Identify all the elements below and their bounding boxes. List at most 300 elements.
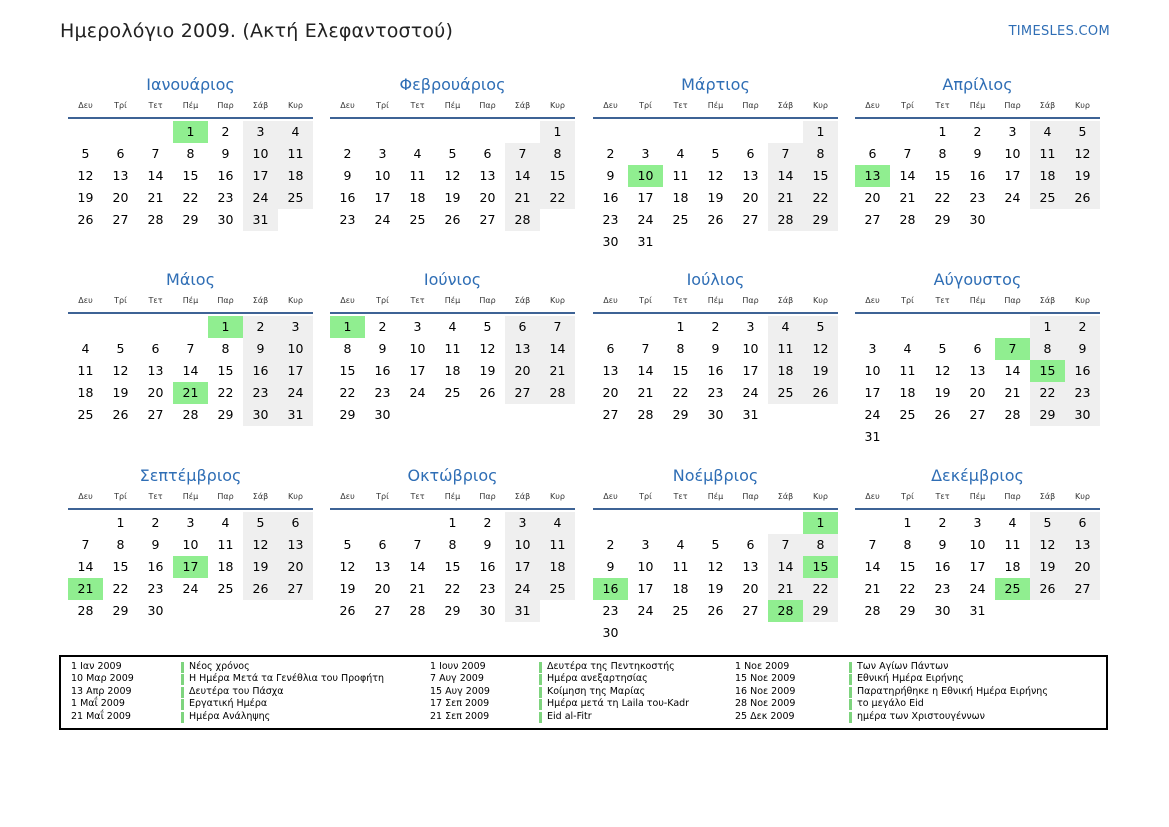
weekday-label: Σάβ — [777, 492, 794, 501]
weekday-label: Πέμ — [707, 101, 724, 110]
day-cell: 29 — [217, 407, 234, 422]
weekday-label: Δευ — [603, 101, 618, 110]
month-name: Μάρτιος — [681, 75, 750, 94]
month-divider — [593, 508, 838, 510]
day-cell: 9 — [1065, 338, 1100, 360]
holiday-date: 16 Νοε 2009 — [735, 685, 796, 697]
day-cell: 6 — [1065, 512, 1100, 534]
month-name: Νοέμβριος — [672, 466, 759, 485]
day-cell: 13 — [374, 559, 391, 574]
day-cell: 6 — [116, 146, 125, 161]
day-cell: 10 — [243, 143, 278, 165]
day-cell: 12 — [243, 534, 278, 556]
weekday-label: Κυρ — [1075, 296, 1090, 305]
holiday-day-cell: 28 — [768, 600, 803, 622]
weekday-label: Παρ — [742, 296, 759, 305]
day-cell: 14 — [637, 363, 654, 378]
day-cell: 9 — [343, 168, 352, 183]
day-cell: 8 — [343, 341, 352, 356]
day-cell: 17 — [864, 385, 881, 400]
day-cell: 26 — [339, 603, 356, 618]
weekday-label: Κυρ — [813, 492, 828, 501]
day-cell: 8 — [186, 146, 195, 161]
day-cell: 3 — [973, 515, 982, 530]
day-cell: 10 — [409, 341, 426, 356]
day-cell: 15 — [540, 165, 575, 187]
weekday-label: Σάβ — [514, 492, 531, 501]
day-cell: 24 — [182, 581, 199, 596]
day-cell: 28 — [147, 212, 164, 227]
day-cell: 17 — [637, 190, 654, 205]
day-cell: 4 — [278, 121, 313, 143]
day-cell: 23 — [243, 382, 278, 404]
day-cell: 26 — [479, 385, 496, 400]
holiday-name: Δευτέρα του Πάσχα — [189, 685, 284, 697]
day-cell: 13 — [147, 363, 164, 378]
holiday-date: 15 Νοε 2009 — [735, 673, 796, 685]
day-cell: 17 — [243, 165, 278, 187]
day-cell: 1 — [540, 121, 575, 143]
day-cell: 24 — [243, 187, 278, 209]
day-cell: 8 — [221, 341, 230, 356]
day-cell: 30 — [969, 212, 986, 227]
month-calendar — [68, 466, 313, 636]
day-cell: 11 — [409, 168, 426, 183]
holiday-name: Παρατηρήθηκε η Εθνική Ημέρα Ειρήνης — [857, 685, 1048, 697]
day-cell: 15 — [803, 165, 838, 187]
day-cell: 18 — [1004, 559, 1021, 574]
day-cell: 24 — [637, 212, 654, 227]
day-cell: 24 — [637, 603, 654, 618]
day-cell: 23 — [217, 190, 234, 205]
day-cell: 31 — [637, 234, 654, 249]
day-cell: 30 — [217, 212, 234, 227]
day-cell: 14 — [77, 559, 94, 574]
day-cell: 3 — [505, 512, 540, 534]
day-cell: 27 — [112, 212, 129, 227]
day-cell: 28 — [182, 407, 199, 422]
month-calendar — [330, 270, 575, 440]
holiday-marker — [181, 712, 184, 723]
holiday-date: 1 Νοε 2009 — [735, 661, 790, 672]
holiday-date: 1 Ιαν 2009 — [71, 661, 122, 672]
weekday-label: Τετ — [410, 101, 425, 110]
day-cell: 19 — [112, 385, 129, 400]
weekday-label: Σάβ — [777, 101, 794, 110]
day-cell: 12 — [934, 363, 951, 378]
day-cell: 25 — [540, 578, 575, 600]
day-cell: 9 — [221, 146, 230, 161]
holiday-name: Δευτέρα της Πεντηκοστής — [547, 661, 675, 672]
holiday-name: Ημέρα Ανάληψης — [189, 710, 271, 722]
month-calendar — [68, 270, 313, 440]
day-cell: 5 — [81, 146, 90, 161]
day-cell: 17 — [374, 190, 391, 205]
day-cell: 7 — [903, 146, 912, 161]
month-calendar — [330, 75, 575, 245]
day-cell: 3 — [413, 319, 422, 334]
day-cell: 3 — [186, 515, 195, 530]
day-cell: 14 — [182, 363, 199, 378]
day-cell: 18 — [672, 581, 689, 596]
day-cell: 27 — [147, 407, 164, 422]
day-cell: 14 — [147, 168, 164, 183]
day-cell: 16 — [374, 363, 391, 378]
day-cell: 4 — [676, 146, 685, 161]
weekday-label: Τρί — [376, 101, 389, 110]
day-cell: 18 — [409, 190, 426, 205]
day-cell: 23 — [934, 581, 951, 596]
day-cell: 9 — [483, 537, 492, 552]
day-cell: 9 — [711, 341, 720, 356]
day-cell: 18 — [77, 385, 94, 400]
month-divider — [593, 117, 838, 119]
day-cell: 2 — [973, 124, 982, 139]
day-cell: 17 — [278, 360, 313, 382]
day-cell: 13 — [278, 534, 313, 556]
day-cell: 7 — [768, 534, 803, 556]
day-cell: 17 — [1004, 168, 1021, 183]
day-cell: 10 — [864, 363, 881, 378]
weekday-label: Τρί — [376, 492, 389, 501]
day-cell: 25 — [672, 603, 689, 618]
holiday-marker — [181, 662, 184, 673]
day-cell: 23 — [479, 581, 496, 596]
day-cell: 30 — [602, 234, 619, 249]
weekday-header — [593, 296, 838, 309]
weekday-label: Τρί — [376, 296, 389, 305]
holiday-date: 7 Αυγ 2009 — [430, 673, 484, 685]
day-cell: 25 — [217, 581, 234, 596]
day-cell: 27 — [479, 212, 496, 227]
day-cell: 15 — [112, 559, 129, 574]
day-cell: 18 — [899, 385, 916, 400]
month-divider — [330, 312, 575, 314]
day-cell: 21 — [864, 581, 881, 596]
day-cell: 20 — [742, 190, 759, 205]
month-name: Φεβρουάριος — [399, 75, 506, 94]
day-cell: 17 — [637, 581, 654, 596]
day-cell: 1 — [938, 124, 947, 139]
month-calendar — [855, 466, 1100, 636]
weekday-label: Κυρ — [813, 101, 828, 110]
day-cell: 18 — [540, 556, 575, 578]
holiday-day-cell: 15 — [1030, 360, 1065, 382]
day-cell: 3 — [1008, 124, 1017, 139]
day-cell: 30 — [602, 625, 619, 640]
day-cell: 25 — [672, 212, 689, 227]
weekday-label: Σάβ — [1039, 296, 1056, 305]
day-cell: 4 — [676, 537, 685, 552]
day-cell: 20 — [479, 190, 496, 205]
holiday-date: 28 Νοε 2009 — [735, 698, 796, 710]
holiday-name: Κοίμηση της Μαρίας — [547, 685, 646, 697]
day-cell: 3 — [746, 319, 755, 334]
weekday-label: Τετ — [935, 296, 950, 305]
weekday-label: Τετ — [935, 492, 950, 501]
weekday-label: Πέμ — [182, 296, 199, 305]
day-cell: 28 — [540, 382, 575, 404]
holiday-date: 1 Ιουν 2009 — [430, 661, 486, 672]
day-cell: 9 — [378, 341, 387, 356]
weekday-header — [68, 492, 313, 505]
holiday-marker — [849, 712, 852, 723]
weekday-label: Πέμ — [182, 101, 199, 110]
day-cell: 4 — [1008, 515, 1017, 530]
weekday-label: Τετ — [935, 101, 950, 110]
day-cell: 18 — [1030, 165, 1065, 187]
day-cell: 3 — [641, 537, 650, 552]
day-cell: 16 — [969, 168, 986, 183]
day-cell: 24 — [374, 212, 391, 227]
month-calendar — [593, 75, 838, 249]
weekday-label: Πέμ — [182, 492, 199, 501]
day-cell: 28 — [1004, 407, 1021, 422]
day-cell: 12 — [77, 168, 94, 183]
page-title: Ημερολόγιο 2009. (Ακτή Ελεφαντοστού) — [60, 20, 454, 42]
holiday-name: Εργατική Ημέρα — [189, 698, 268, 710]
holiday-day-cell: 21 — [173, 382, 208, 404]
day-cell: 18 — [444, 363, 461, 378]
day-cell: 28 — [864, 603, 881, 618]
day-cell: 10 — [374, 168, 391, 183]
day-cell: 1 — [676, 319, 685, 334]
day-cell: 3 — [243, 121, 278, 143]
day-cell: 19 — [934, 385, 951, 400]
day-cell: 21 — [409, 581, 426, 596]
day-cell: 8 — [540, 143, 575, 165]
day-cell: 10 — [278, 338, 313, 360]
weekday-label: Σάβ — [252, 296, 269, 305]
day-cell: 16 — [243, 360, 278, 382]
weekday-label: Τρί — [639, 101, 652, 110]
day-cell: 25 — [409, 212, 426, 227]
holiday-day-cell: 17 — [173, 556, 208, 578]
day-cell: 16 — [707, 363, 724, 378]
weekday-label: Τετ — [410, 492, 425, 501]
weekday-label: Δευ — [340, 101, 355, 110]
day-cell: 11 — [768, 338, 803, 360]
weekday-label: Τρί — [901, 492, 914, 501]
day-cell: 12 — [1065, 143, 1100, 165]
day-cell: 13 — [602, 363, 619, 378]
day-cell: 13 — [742, 559, 759, 574]
day-cell: 12 — [339, 559, 356, 574]
day-cell: 4 — [221, 515, 230, 530]
holiday-name: Ημέρα μετά τη Laila του-Kadr — [547, 698, 690, 710]
month-name: Ιούλιος — [686, 270, 745, 289]
day-cell: 12 — [707, 168, 724, 183]
holiday-marker — [539, 662, 542, 673]
day-cell: 12 — [444, 168, 461, 183]
weekday-label: Σάβ — [252, 492, 269, 501]
weekday-label: Σάβ — [514, 296, 531, 305]
day-cell: 4 — [903, 341, 912, 356]
day-cell: 15 — [672, 363, 689, 378]
holiday-name: ημέρα των Χριστουγέννων — [857, 710, 985, 722]
day-cell: 11 — [899, 363, 916, 378]
day-cell: 30 — [147, 603, 164, 618]
weekday-label: Κυρ — [288, 101, 303, 110]
day-cell: 26 — [803, 382, 838, 404]
day-cell: 29 — [444, 603, 461, 618]
day-cell: 16 — [339, 190, 356, 205]
month-name: Ιούνιος — [423, 270, 482, 289]
day-cell: 22 — [803, 187, 838, 209]
day-cell: 4 — [413, 146, 422, 161]
month-divider — [593, 312, 838, 314]
day-cell: 2 — [711, 319, 720, 334]
day-cell: 16 — [934, 559, 951, 574]
day-cell: 2 — [483, 515, 492, 530]
day-cell: 29 — [339, 407, 356, 422]
day-cell: 27 — [602, 407, 619, 422]
day-cell: 11 — [278, 143, 313, 165]
day-cell: 24 — [969, 581, 986, 596]
weekday-label: Κυρ — [550, 101, 565, 110]
weekday-label: Τετ — [410, 296, 425, 305]
weekday-label: Κυρ — [813, 296, 828, 305]
day-cell: 7 — [540, 316, 575, 338]
holiday-date: 10 Μαρ 2009 — [71, 673, 134, 685]
day-cell: 26 — [934, 407, 951, 422]
weekday-label: Σάβ — [1039, 101, 1056, 110]
day-cell: 6 — [868, 146, 877, 161]
day-cell: 15 — [339, 363, 356, 378]
day-cell: 7 — [186, 341, 195, 356]
day-cell: 14 — [768, 556, 803, 578]
day-cell: 13 — [479, 168, 496, 183]
day-cell: 17 — [505, 556, 540, 578]
day-cell: 21 — [505, 187, 540, 209]
weekday-header — [593, 101, 838, 114]
day-cell: 21 — [147, 190, 164, 205]
day-cell: 14 — [899, 168, 916, 183]
day-cell: 17 — [742, 363, 759, 378]
day-cell: 4 — [540, 512, 575, 534]
weekday-header — [68, 101, 313, 114]
day-cell: 16 — [1065, 360, 1100, 382]
day-cell: 22 — [444, 581, 461, 596]
day-cell: 20 — [278, 556, 313, 578]
day-cell: 25 — [77, 407, 94, 422]
day-cell: 6 — [606, 341, 615, 356]
weekday-label: Παρ — [479, 492, 496, 501]
site-link[interactable]: TIMESLES.COM — [1008, 24, 1110, 39]
day-cell: 18 — [672, 190, 689, 205]
month-divider — [330, 508, 575, 510]
day-cell: 19 — [339, 581, 356, 596]
month-divider — [68, 508, 313, 510]
day-cell: 6 — [505, 316, 540, 338]
weekday-header — [330, 296, 575, 309]
weekday-label: Δευ — [603, 296, 618, 305]
day-cell: 9 — [606, 559, 615, 574]
holiday-day-cell: 15 — [803, 556, 838, 578]
holiday-marker — [181, 674, 184, 685]
holiday-marker — [849, 699, 852, 710]
day-cell: 8 — [116, 537, 125, 552]
weekday-header — [855, 101, 1100, 114]
day-cell: 26 — [444, 212, 461, 227]
day-cell: 19 — [444, 190, 461, 205]
day-cell: 20 — [864, 190, 881, 205]
day-cell: 19 — [243, 556, 278, 578]
day-cell: 14 — [768, 165, 803, 187]
day-cell: 25 — [899, 407, 916, 422]
day-cell: 22 — [803, 578, 838, 600]
day-cell: 18 — [768, 360, 803, 382]
day-cell: 5 — [243, 512, 278, 534]
day-cell: 19 — [707, 190, 724, 205]
month-calendar — [593, 270, 838, 440]
weekday-label: Τετ — [148, 101, 163, 110]
day-cell: 27 — [505, 382, 540, 404]
day-cell: 15 — [899, 559, 916, 574]
weekday-label: Παρ — [742, 492, 759, 501]
day-cell: 14 — [505, 165, 540, 187]
day-cell: 18 — [217, 559, 234, 574]
day-cell: 22 — [934, 190, 951, 205]
weekday-label: Κυρ — [1075, 492, 1090, 501]
day-cell: 12 — [112, 363, 129, 378]
day-cell: 31 — [243, 209, 278, 231]
day-cell: 14 — [540, 338, 575, 360]
day-cell: 2 — [606, 537, 615, 552]
day-cell: 7 — [768, 143, 803, 165]
day-cell: 28 — [77, 603, 94, 618]
day-cell: 21 — [899, 190, 916, 205]
day-cell: 5 — [938, 341, 947, 356]
holiday-date: 15 Αυγ 2009 — [430, 685, 490, 697]
weekday-label: Παρ — [217, 492, 234, 501]
holiday-marker — [181, 687, 184, 698]
weekday-label: Τετ — [673, 101, 688, 110]
day-cell: 28 — [899, 212, 916, 227]
day-cell: 9 — [151, 537, 160, 552]
day-cell: 9 — [243, 338, 278, 360]
day-cell: 20 — [374, 581, 391, 596]
day-cell: 2 — [243, 316, 278, 338]
day-cell: 11 — [1004, 537, 1021, 552]
day-cell: 19 — [479, 363, 496, 378]
day-cell: 22 — [672, 385, 689, 400]
day-cell: 28 — [409, 603, 426, 618]
weekday-label: Σάβ — [777, 296, 794, 305]
day-cell: 8 — [1030, 338, 1065, 360]
day-cell: 9 — [606, 168, 615, 183]
day-cell: 8 — [676, 341, 685, 356]
day-cell: 22 — [1030, 382, 1065, 404]
day-cell: 7 — [505, 143, 540, 165]
day-cell: 29 — [672, 407, 689, 422]
day-cell: 5 — [1065, 121, 1100, 143]
weekday-label: Δευ — [340, 492, 355, 501]
weekday-label: Κυρ — [288, 492, 303, 501]
holiday-name: Ημέρα ανεξαρτησίας — [547, 673, 648, 685]
month-calendar — [593, 466, 838, 640]
day-cell: 5 — [116, 341, 125, 356]
holiday-marker — [539, 699, 542, 710]
day-cell: 24 — [864, 407, 881, 422]
day-cell: 31 — [505, 600, 540, 622]
day-cell: 11 — [77, 363, 94, 378]
holiday-date: 13 Απρ 2009 — [71, 685, 132, 697]
weekday-label: Σάβ — [252, 101, 269, 110]
day-cell: 21 — [768, 187, 803, 209]
day-cell: 10 — [505, 534, 540, 556]
day-cell: 27 — [864, 212, 881, 227]
